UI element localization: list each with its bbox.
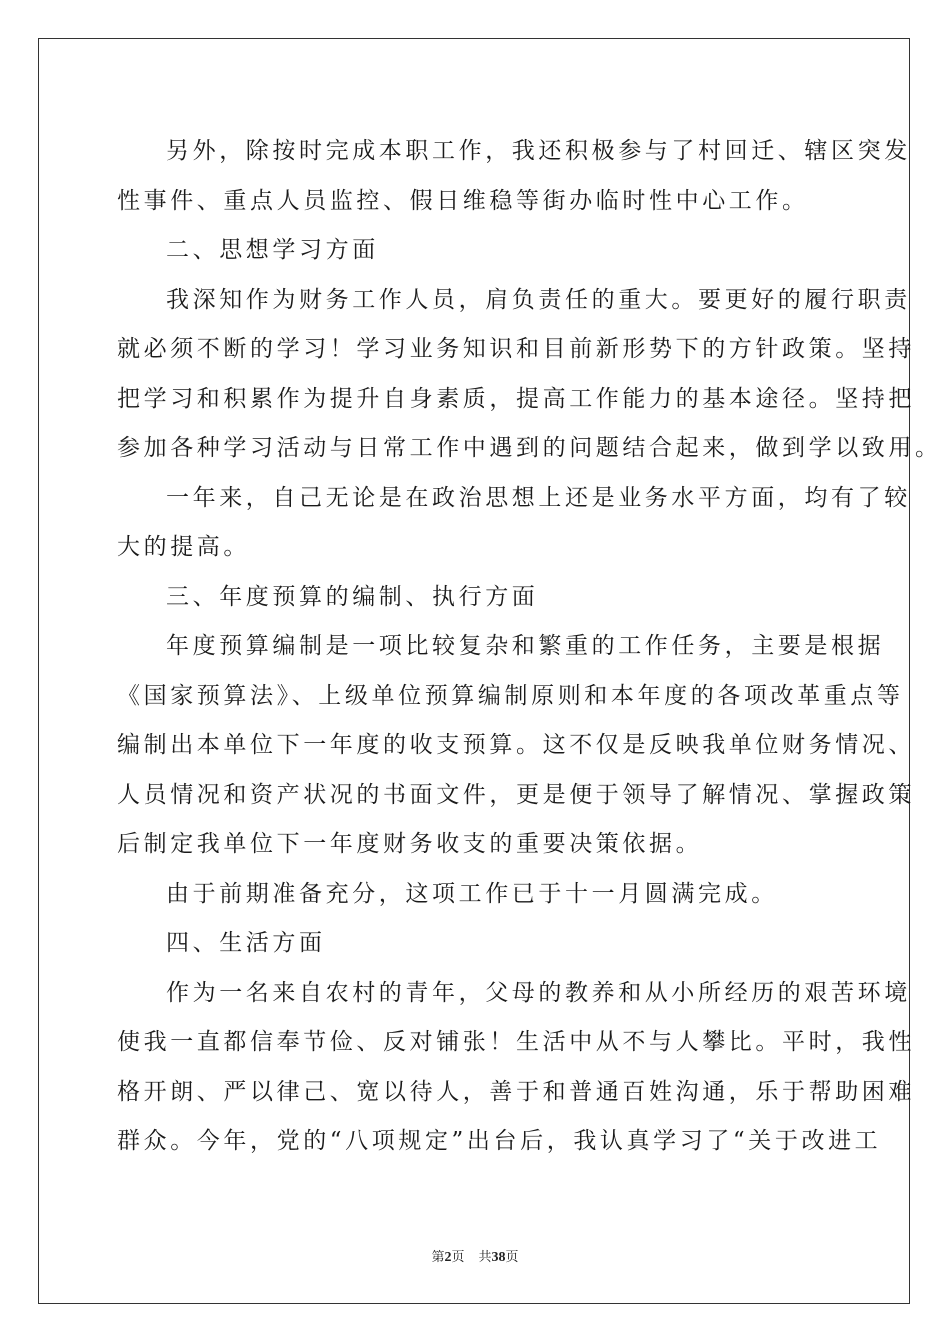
text-line: 二、思想学习方面 [166,237,379,263]
text-line: 格开朗、严以律己、宽以待人，善于和普通百姓沟通，乐于帮助困难 [117,1078,915,1105]
total-pages: 38 [491,1250,506,1265]
text-line: 使我一直都信奉节俭、反对铺张！生活中从不与人攀比。平时，我性 [117,1029,915,1055]
text-line: 我深知作为财务工作人员，肩负责任的重大。要更好的履行职责 [166,286,911,313]
page-footer [0,1246,950,1266]
total-prefix: 共 [478,1250,492,1265]
document-body [117,127,942,1167]
page-number: 2 [444,1250,452,1265]
page-suffix: 页 [451,1250,465,1265]
text-line: 一年来，自己无论是在政治思想上还是业务水平方面，均有了较 [166,484,911,511]
text-line: 参加各种学习活动与日常工作中遇到的问题结合起来，做到学以致用。 [117,435,942,461]
text-line: 就必须不断的学习！学习业务知识和目前新形势下的方针政策。坚持 [117,336,915,362]
text-line: 性事件、重点人员监控、假日维稳等街办临时性中心工作。 [117,187,809,214]
text-line: 《国家预算法》、上级单位预算编制原则和本年度的各项改革重点等 [117,682,904,709]
text-line: 后制定我单位下一年度财务收支的重要决策依据。 [117,831,703,857]
total-suffix: 页 [505,1250,519,1265]
text-line: 把学习和积累作为提升自身素质，提高工作能力的基本途径。坚持把 [117,385,915,412]
text-line: 人员情况和资产状况的书面文件，更是便于领导了解情况、掌握政策 [117,781,915,808]
text-line: 编制出本单位下一年度的收支预算。这不仅是反映我单位财务情况、 [117,732,915,758]
text-line: 作为一名来自农村的青年，父母的教养和从小所经历的艰苦环境 [166,979,911,1006]
text-line: 另外，除按时完成本职工作，我还积极参与了村回迁、辖区突发 [166,138,911,164]
text-line: 由于前期准备充分，这项工作已于十一月圆满完成。 [166,880,778,907]
page-prefix: 第 [431,1250,445,1265]
text-line: 三、年度预算的编制、执行方面 [166,583,539,610]
text-line: 大的提高。 [117,534,250,560]
text-line: 年度预算编制是一项比较复杂和繁重的工作任务，主要是根据 [166,633,885,659]
text-line: 四、生活方面 [166,930,326,956]
text-line: 群众。今年，党的“八项规定”出台后，我认真学习了“关于改进工 [117,1128,882,1154]
